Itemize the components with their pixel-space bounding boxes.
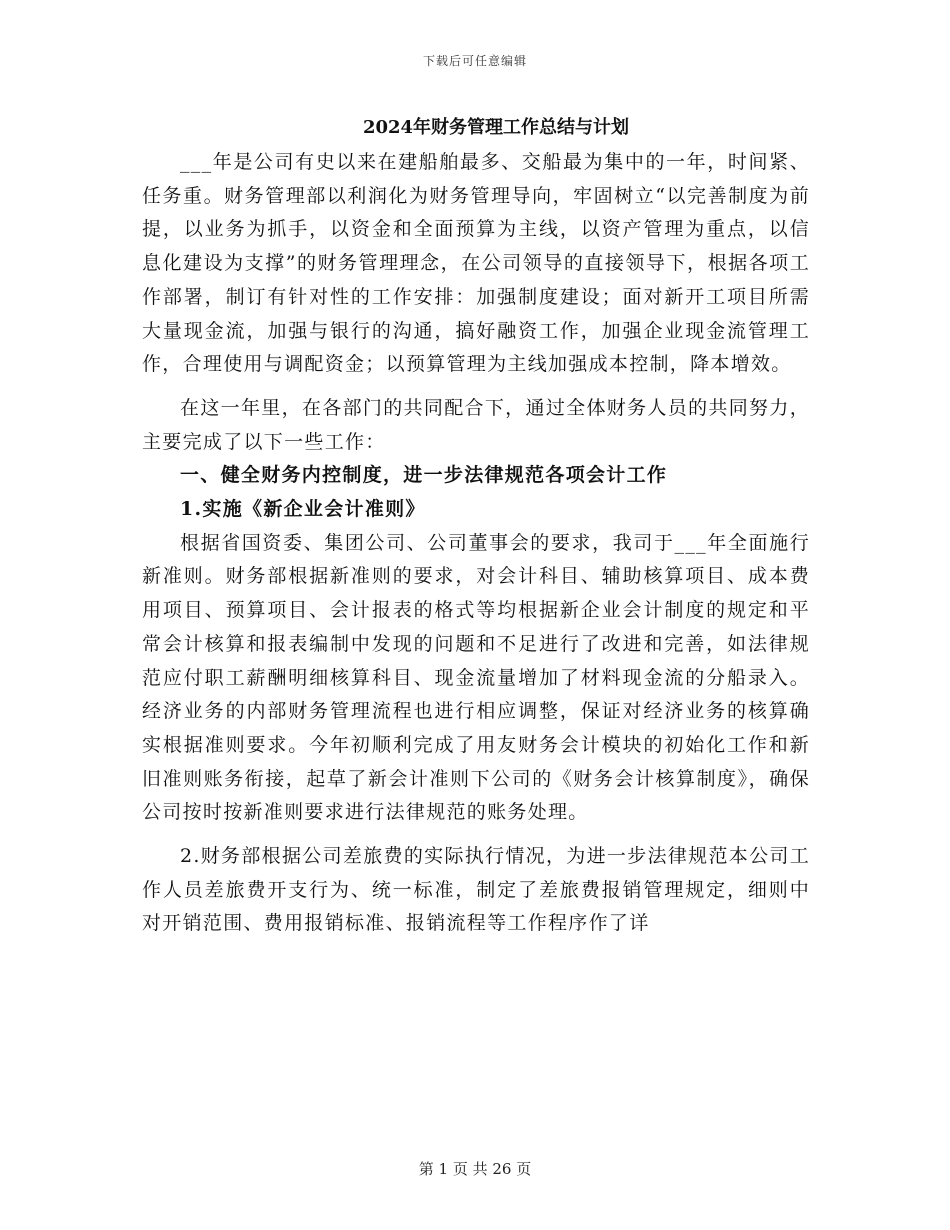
paragraph-summary: 在这一年里，在各部门的共同配合下，通过全体财务人员的共同努力，主要完成了以下一些工作：: [142, 396, 810, 453]
document-title: 2024年财务管理工作总结与计划: [362, 117, 630, 138]
page-number: 第 1 页 共 26 页: [418, 1160, 532, 1178]
paragraph-travel-expenses: 2.财务部根据公司差旅费的实际执行情况，为进一步法律规范本公司工作人员差旅费开支行为、统一标准，制定了差旅费报销管理规定，细则中对开销范围、费用报销标准、报销流程等工作程序作了详: [142, 845, 810, 935]
section-heading: 一、健全财务内控制度，进一步法律规范各项会计工作: [180, 464, 668, 487]
document-body: [142, 112, 810, 941]
paragraph-intro: ___年是公司有史以来在建船舶最多、交船最为集中的一年，时间紧、任务重。财务管理部以利润化为财务管理导向，牢固树立“以完善制度为前提，以业务为抓手，以资金和全面预算为主线，以资产管理为重点，以信息化建设为支撑”的财务管理理念，在公司领导的直接领导下，根据各项工作部署，制订有针对性的工作安排：加强制度建设；面对新开工项目所需大量现金流，加强与银行的沟通，搞好融资工作，加强企业现金流管理工作，合理使用与调配资金；以预算管理为主线加强成本控制，降本增效。: [142, 151, 810, 376]
header-note: 下载后可任意编辑: [422, 54, 527, 68]
paragraph-new-standards: 根据省国资委、集团公司、公司董事会的要求，我司于___年全面施行新准则。财务部根据新准则的要求，对会计科目、辅助核算项目、成本费用项目、预算项目、会计报表的格式等均根据新企业会计制度的规定和平常会计核算和报表编制中发现的问题和不足进行了改进和完善，如法律规范应付职工薪酬明细核算科目、现金流量增加了材料现金流的分船录入。经济业务的内部财务管理流程也进行相应调整，保证对经济业务的核算确实根据准则要求。今年初顺利完成了用友财务会计模块的初始化工作和新旧准则账务衔接，起草了新会计准则下公司的《财务会计核算制度》，确保公司按时按新准则要求进行法律规范的账务处理。: [142, 531, 810, 824]
subsection-heading: 1.实施《新企业会计准则》: [180, 498, 426, 521]
